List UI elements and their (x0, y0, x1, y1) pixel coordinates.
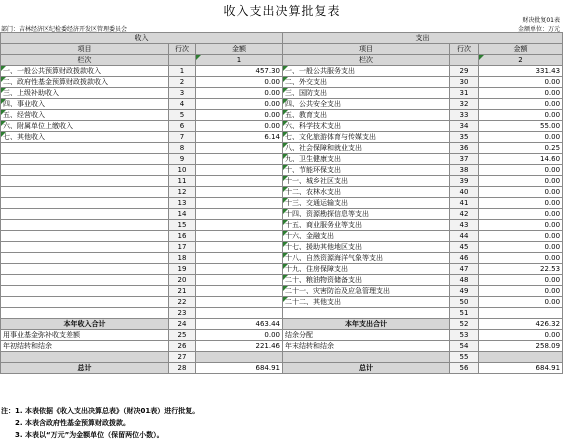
income-item-label (1, 165, 169, 176)
income-row-number: 21 (169, 286, 196, 297)
income-item-label (1, 286, 169, 297)
expense-item-label: 九、卫生健康支出 (283, 154, 450, 165)
income-amount (196, 154, 283, 165)
income-amount: 0.00 (196, 77, 283, 88)
income-item-label: 六、附属单位上缴收入 (1, 121, 169, 132)
income-row-number: 17 (169, 242, 196, 253)
note-1: 注：1. 本表依据《收入支出决算总表》（财决01表）进行批复。 (1, 407, 200, 415)
income-row-number: 20 (169, 275, 196, 286)
expense-amount: 0.00 (479, 132, 563, 143)
income-row-number: 18 (169, 253, 196, 264)
footnotes (1, 405, 199, 441)
expense-item-label: 三、国防支出 (283, 88, 450, 99)
income-row-number: 12 (169, 187, 196, 198)
expense-item-label: 十六、金融支出 (283, 231, 450, 242)
income-amount (196, 242, 283, 253)
income-row-number: 3 (169, 88, 196, 99)
budget-table (0, 32, 563, 374)
expense-item-label: 十三、交通运输支出 (283, 198, 450, 209)
income-fund-row: 25 (169, 330, 196, 341)
income-item-label: 三、上级补助收入 (1, 88, 169, 99)
expense-item-label: 十五、商业服务业等支出 (283, 220, 450, 231)
expense-row-number: 50 (450, 297, 479, 308)
expense-row-number: 39 (450, 176, 479, 187)
income-row-number: 16 (169, 231, 196, 242)
income-opening-label: 年初结转和结余 (1, 341, 169, 352)
income-amount: 0.00 (196, 88, 283, 99)
expense-row-number: 43 (450, 220, 479, 231)
income-column-label: 栏次 (1, 55, 169, 66)
expense-amount: 0.00 (479, 286, 563, 297)
expense-row-number: 30 (450, 77, 479, 88)
income-row-number: 5 (169, 110, 196, 121)
expense-grand-total-row: 56 (450, 363, 479, 374)
expense-blank-amount (479, 352, 563, 363)
expense-row-number: 42 (450, 209, 479, 220)
table-row (1, 231, 563, 242)
income-item-label (1, 143, 169, 154)
income-item-label (1, 154, 169, 165)
expense-amount: 0.00 (479, 231, 563, 242)
income-grand-total-row: 28 (169, 363, 196, 374)
table-row (1, 110, 563, 121)
income-item-label (1, 308, 169, 319)
expense-item-label: 一、一般公共服务支出 (283, 66, 450, 77)
expense-item-label: 五、教育支出 (283, 110, 450, 121)
income-item-label: 一、一般公共预算财政拨款收入 (1, 66, 169, 77)
expense-column-number: 2 (479, 55, 563, 66)
income-item-label (1, 297, 169, 308)
income-item-label (1, 253, 169, 264)
expense-amount: 0.00 (479, 253, 563, 264)
expense-distribution-row: 53 (450, 330, 479, 341)
expense-row-number: 41 (450, 198, 479, 209)
expense-row-number: 33 (450, 110, 479, 121)
income-item-label (1, 264, 169, 275)
expense-header: 支出 (283, 33, 563, 44)
expense-amount: 0.00 (479, 176, 563, 187)
income-row-number: 10 (169, 165, 196, 176)
expense-closing-amount: 258.09 (479, 341, 563, 352)
expense-row-number: 49 (450, 286, 479, 297)
expense-amount: 14.60 (479, 154, 563, 165)
expense-row-number: 45 (450, 242, 479, 253)
table-row (1, 253, 563, 264)
income-amount (196, 176, 283, 187)
income-row-number: 15 (169, 220, 196, 231)
expense-amount: 22.53 (479, 264, 563, 275)
expense-row-number: 44 (450, 231, 479, 242)
expense-blank-label (283, 352, 450, 363)
income-grand-total-amount: 684.91 (196, 363, 283, 374)
expense-amount: 331.43 (479, 66, 563, 77)
expense-row-number: 51 (450, 308, 479, 319)
income-amount (196, 308, 283, 319)
expense-item-label: 二十一、灾害防治及应急管理支出 (283, 286, 450, 297)
expense-row-number: 37 (450, 154, 479, 165)
income-amount (196, 264, 283, 275)
table-row (1, 220, 563, 231)
table-row (1, 99, 563, 110)
income-column-blank (169, 55, 196, 66)
expense-total-amount: 426.32 (479, 319, 563, 330)
income-opening-row: 26 (169, 341, 196, 352)
income-row-number: 23 (169, 308, 196, 319)
income-blank-row: 27 (169, 352, 196, 363)
expense-row-number: 29 (450, 66, 479, 77)
table-row (1, 297, 563, 308)
income-item-label (1, 242, 169, 253)
table-row (1, 66, 563, 77)
table-row (1, 275, 563, 286)
expense-row-number: 35 (450, 132, 479, 143)
income-column-number: 1 (196, 55, 283, 66)
income-row-number: 11 (169, 176, 196, 187)
expense-column-blank (450, 55, 479, 66)
note-3: 3. 本表以“万元”为金额单位（保留两位小数）。 (15, 431, 164, 439)
expense-amount-header: 金额 (479, 44, 563, 55)
expense-amount: 0.00 (479, 242, 563, 253)
income-row-number: 22 (169, 297, 196, 308)
income-amount: 457.30 (196, 66, 283, 77)
expense-row-number: 40 (450, 187, 479, 198)
expense-item-label: 十一、城乡社区支出 (283, 176, 450, 187)
income-amount: 6.14 (196, 132, 283, 143)
income-rowno-header: 行次 (169, 44, 196, 55)
income-header: 收入 (1, 33, 283, 44)
expense-item-label (283, 308, 450, 319)
income-amount (196, 165, 283, 176)
table-row (1, 286, 563, 297)
expense-blank-row: 55 (450, 352, 479, 363)
expense-item-label: 六、科学技术支出 (283, 121, 450, 132)
expense-grand-total-label: 总计 (283, 363, 450, 374)
income-amount: 0.00 (196, 121, 283, 132)
expense-amount: 0.00 (479, 297, 563, 308)
income-amount (196, 209, 283, 220)
expense-amount: 0.00 (479, 165, 563, 176)
income-item-header: 项目 (1, 44, 169, 55)
income-row-number: 2 (169, 77, 196, 88)
income-item-label (1, 209, 169, 220)
income-item-label (1, 187, 169, 198)
income-amount (196, 187, 283, 198)
expense-column-label: 栏次 (283, 55, 450, 66)
income-row-number: 4 (169, 99, 196, 110)
income-blank-amount (196, 352, 283, 363)
income-item-label (1, 275, 169, 286)
expense-amount: 0.25 (479, 143, 563, 154)
expense-item-label: 十、节能环保支出 (283, 165, 450, 176)
income-item-label: 七、其他收入 (1, 132, 169, 143)
income-row-number: 9 (169, 154, 196, 165)
expense-item-label: 十九、住房保障支出 (283, 264, 450, 275)
expense-item-label: 十二、农林水支出 (283, 187, 450, 198)
table-row (1, 242, 563, 253)
expense-row-number: 47 (450, 264, 479, 275)
income-item-label (1, 198, 169, 209)
expense-distribution-amount: 0.00 (479, 330, 563, 341)
table-row (1, 198, 563, 209)
income-opening-amount: 221.46 (196, 341, 283, 352)
table-row (1, 209, 563, 220)
expense-amount: 0.00 (479, 220, 563, 231)
note-2: 2. 本表含政府性基金预算财政拨款。 (15, 419, 130, 427)
expense-row-number: 32 (450, 99, 479, 110)
expense-amount: 0.00 (479, 99, 563, 110)
table-row (1, 165, 563, 176)
expense-item-label: 十八、自然资源海洋气象等支出 (283, 253, 450, 264)
expense-row-number: 48 (450, 275, 479, 286)
table-row (1, 264, 563, 275)
expense-item-label: 二、外交支出 (283, 77, 450, 88)
income-fund-amount: 0.00 (196, 330, 283, 341)
expense-closing-row: 54 (450, 341, 479, 352)
income-blank-label (1, 352, 169, 363)
expense-amount: 0.00 (479, 275, 563, 286)
income-amount (196, 231, 283, 242)
table-row (1, 143, 563, 154)
income-total-amount: 463.44 (196, 319, 283, 330)
income-row-number: 7 (169, 132, 196, 143)
unit-label: 金额单位：万元 (517, 26, 560, 33)
income-amount (196, 286, 283, 297)
expense-item-header: 项目 (283, 44, 450, 55)
expense-amount: 0.00 (479, 187, 563, 198)
expense-amount: 0.00 (479, 209, 563, 220)
income-amount-header: 金额 (196, 44, 283, 55)
income-amount (196, 297, 283, 308)
income-item-label (1, 220, 169, 231)
expense-total-label: 本年支出合计 (283, 319, 450, 330)
expense-amount: 55.00 (479, 121, 563, 132)
income-row-number: 6 (169, 121, 196, 132)
income-amount: 0.00 (196, 99, 283, 110)
income-amount: 0.00 (196, 110, 283, 121)
income-total-row: 24 (169, 319, 196, 330)
expense-distribution-label: 结余分配 (283, 330, 450, 341)
expense-row-number: 34 (450, 121, 479, 132)
form-code: 财决批复01表 (522, 17, 560, 24)
expense-amount (479, 308, 563, 319)
expense-amount: 0.00 (479, 77, 563, 88)
income-amount (196, 253, 283, 264)
expense-row-number: 36 (450, 143, 479, 154)
table-row (1, 176, 563, 187)
income-amount (196, 143, 283, 154)
expense-item-label: 八、社会保障和就业支出 (283, 143, 450, 154)
income-row-number: 1 (169, 66, 196, 77)
expense-grand-total-amount: 684.91 (479, 363, 563, 374)
expense-item-label: 十四、资源勘探信息等支出 (283, 209, 450, 220)
income-row-number: 8 (169, 143, 196, 154)
income-total-label: 本年收入合计 (1, 319, 169, 330)
income-amount (196, 198, 283, 209)
table-row (1, 308, 563, 319)
expense-amount: 0.00 (479, 198, 563, 209)
income-amount (196, 275, 283, 286)
expense-amount: 0.00 (479, 88, 563, 99)
expense-item-label: 四、公共安全支出 (283, 99, 450, 110)
expense-rowno-header: 行次 (450, 44, 479, 55)
income-item-label: 四、事业收入 (1, 99, 169, 110)
income-fund-label: 用事业基金弥补收支差额 (1, 330, 169, 341)
expense-row-number: 38 (450, 165, 479, 176)
table-row (1, 154, 563, 165)
income-row-number: 13 (169, 198, 196, 209)
income-item-label (1, 231, 169, 242)
table-row (1, 187, 563, 198)
table-row (1, 132, 563, 143)
income-amount (196, 220, 283, 231)
expense-total-row: 52 (450, 319, 479, 330)
expense-item-label: 十七、援助其他地区支出 (283, 242, 450, 253)
expense-row-number: 46 (450, 253, 479, 264)
table-row (1, 88, 563, 99)
department-label: 部门：吉林经济区纪检委经济开发区管理委员会 (1, 26, 128, 33)
expense-closing-label: 年末结转和结余 (283, 341, 450, 352)
expense-amount: 0.00 (479, 110, 563, 121)
income-item-label: 五、经营收入 (1, 110, 169, 121)
income-item-label: 二、政府性基金预算财政拨款收入 (1, 77, 169, 88)
expense-item-label: 二十二、其他支出 (283, 297, 450, 308)
page-title: 收入支出决算批复表 (223, 4, 341, 18)
income-row-number: 14 (169, 209, 196, 220)
income-row-number: 19 (169, 264, 196, 275)
expense-row-number: 31 (450, 88, 479, 99)
table-row (1, 121, 563, 132)
table-row (1, 77, 563, 88)
income-item-label (1, 176, 169, 187)
expense-item-label: 七、文化旅游体育与传媒支出 (283, 132, 450, 143)
income-grand-total-label: 总计 (1, 363, 169, 374)
expense-item-label: 二十、粮油物资储备支出 (283, 275, 450, 286)
